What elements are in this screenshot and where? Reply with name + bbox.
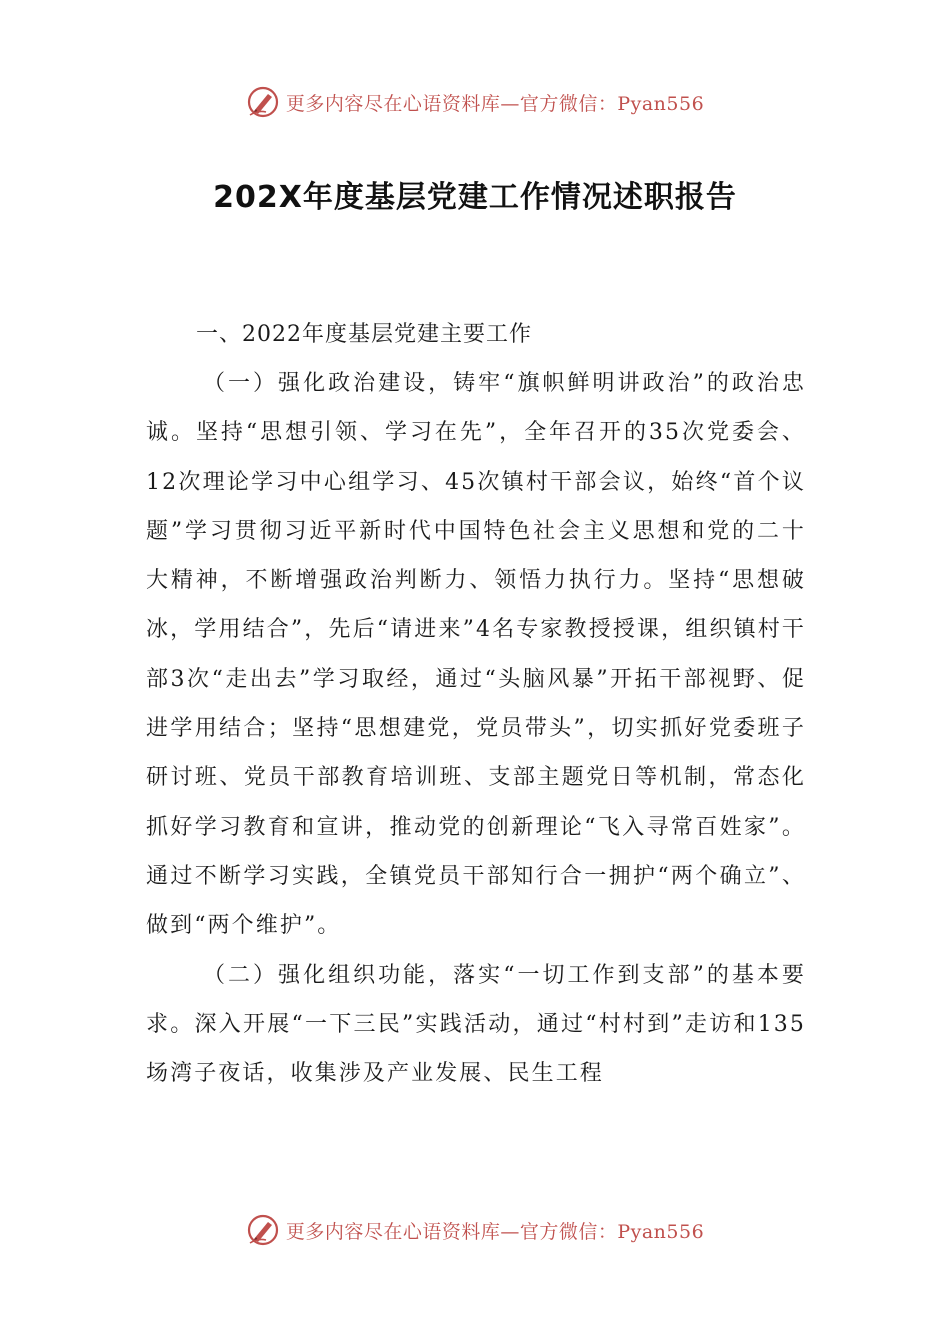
paragraph: （二）强化组织功能，落实“一切工作到支部”的基本要求。深入开展“一下三民”实践活动，通过“村村到”走访和135场湾子夜话，收集涉及产业发展、民生工程 xyxy=(146,962,806,1087)
watermark-text: 更多内容尽在心语资料库—官方微信：Pyan556 xyxy=(285,1220,705,1243)
document-title: 202X年度基层党建工作情况述职报告 xyxy=(213,180,737,215)
pen-circle-logo-icon xyxy=(246,85,280,119)
section-heading: 一、2022年度基层党建主要工作 xyxy=(196,322,532,347)
pen-circle-logo-icon xyxy=(246,1213,280,1247)
watermark-text: 更多内容尽在心语资料库—官方微信：Pyan556 xyxy=(285,92,705,115)
document-body xyxy=(146,310,806,1098)
watermark-banner-top xyxy=(0,80,950,124)
paragraph: （一）强化政治建设，铸牢“旗帜鲜明讲政治”的政治忠诚。坚持“思想引领、学习在先”，全年召开的35次党委会、12次理论学习中心组学习、45次镇村干部会议，始终“首个议题”学习贯彻习近平新时代中国特色社会主义思想和党的二十大精神，不断增强政治判断力、领悟力执行力。坚持“思想破冰，学用结合”，先后“请进来”4名专家教授授课，组织镇村干部3次“走出去”学习取经，通过“头脑风暴”开拓干部视野、促进学用结合；坚持“思想建党，党员带头”，切实抓好党委班子研讨班、党员干部教育培训班、支部主题党日等机制，常态化抓好学习教育和宣讲，推动党的创新理论“飞入寻常百姓家”。通过不断学习实践，全镇党员干部知行合一拥护“两个确立”、做到“两个维护”。 xyxy=(146,371,806,939)
watermark-banner-bottom xyxy=(0,1208,950,1252)
